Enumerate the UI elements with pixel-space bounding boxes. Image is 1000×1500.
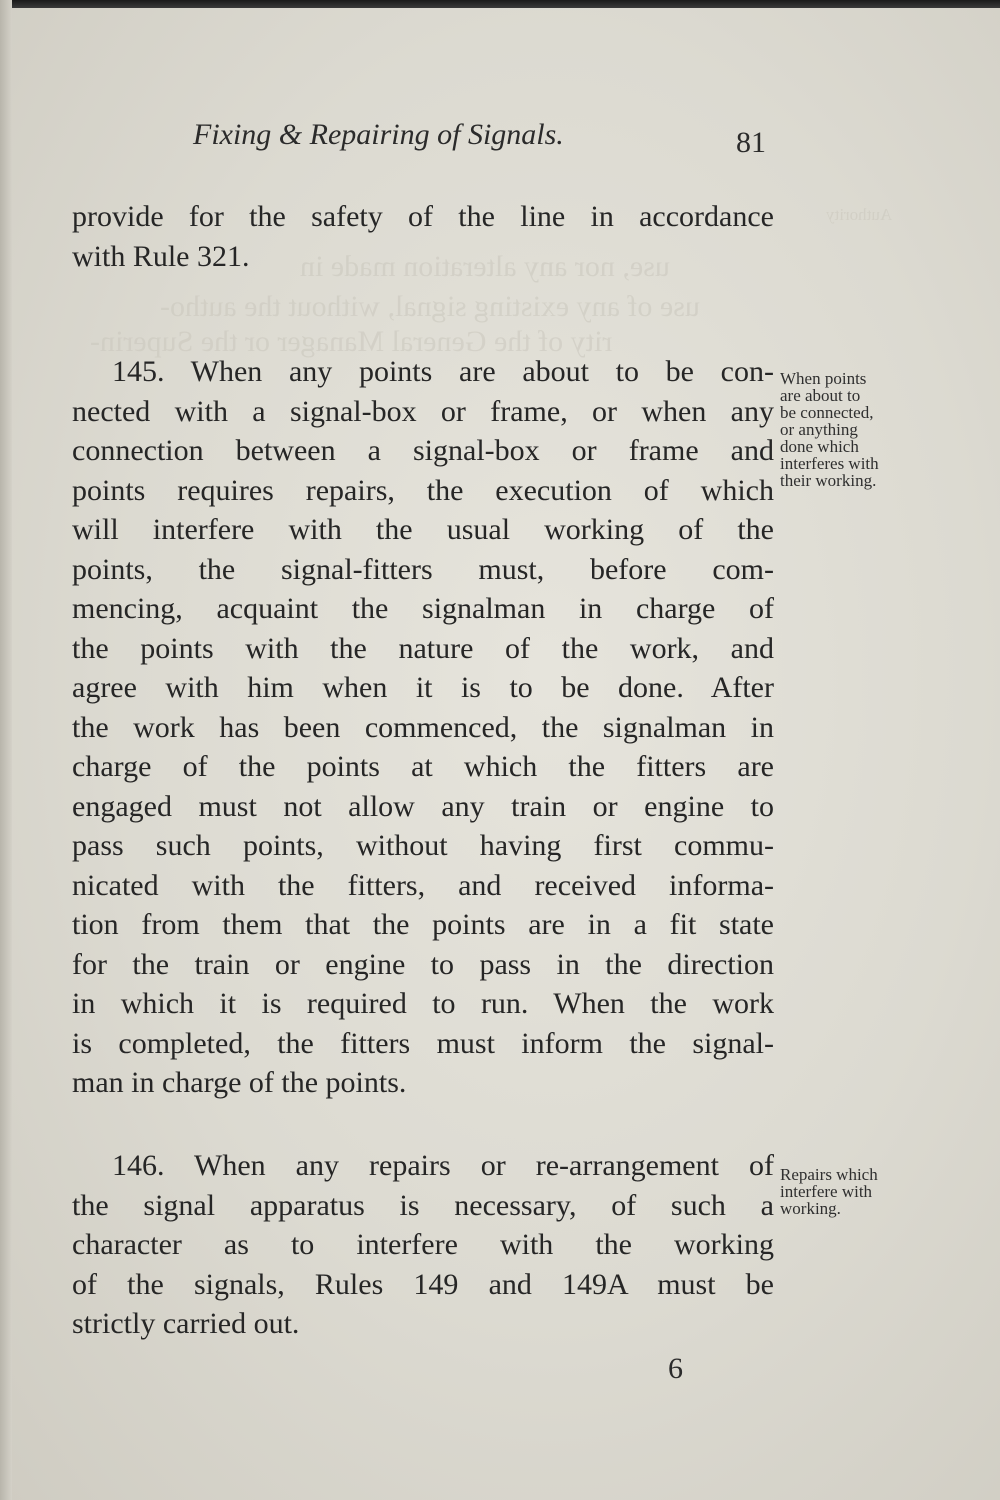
marginal-note-line: interferes with	[780, 454, 879, 473]
marginal-note-line: working.	[780, 1199, 841, 1218]
marginal-note-line: or anything	[780, 420, 858, 439]
text-line: pass such points, without having first commu-	[72, 829, 774, 862]
bleed-through-text: use, nor any alteration made in	[300, 250, 670, 283]
running-head: Fixing & Repairing of Signals.	[193, 118, 564, 151]
rule-145-paragraph	[72, 352, 774, 1103]
text-line: of the signals, Rules 149 and 149A must be	[72, 1267, 774, 1301]
marginal-note-line: done which	[780, 437, 859, 456]
bleed-through-text: rity of the General Manager or the Superin-	[90, 325, 613, 358]
text-line: 145. When any points are about to be con-	[112, 355, 774, 388]
text-line: 146. When any repairs or re-arrangement of	[112, 1149, 774, 1182]
rule-146-paragraph	[72, 1146, 774, 1344]
bleed-through-text: Authority	[826, 205, 893, 224]
text-line: charge of the points at which the fitters are	[72, 750, 774, 783]
text-line: for the train or engine to pass in the direction	[72, 947, 774, 981]
marginal-note-line: When points	[780, 369, 867, 388]
continuation-paragraph	[72, 197, 774, 276]
text-line: agree with him when it is to be done. After	[72, 671, 774, 704]
bleed-through-text: use of any existing signal, without the autho-	[160, 290, 700, 323]
text-line: will interfere with the usual working of the	[72, 513, 774, 546]
page-number: 81	[736, 126, 766, 159]
text-line: character as to interfere with the working	[72, 1228, 774, 1261]
text-line: connection between a signal-box or frame and	[72, 434, 774, 467]
marginal-note-line: Repairs which	[780, 1165, 878, 1184]
text-line: the points with the nature of the work, and	[72, 631, 774, 665]
marginal-note-line: their working.	[780, 471, 877, 490]
text-line: provide for the safety of the line in accordance	[72, 200, 774, 233]
text-line: strictly carried out.	[72, 1307, 300, 1340]
text-line: tion from them that the points are in a fit state	[72, 908, 774, 941]
text-line: man in charge of the points.	[72, 1066, 407, 1099]
page-gutter	[0, 0, 12, 1500]
text-line: nicated with the fitters, and received informa-	[72, 868, 774, 902]
text-line: engaged must not allow any train or engine to	[72, 789, 774, 823]
marginal-note-line: interfere with	[780, 1182, 873, 1201]
marginal-note-line: be connected,	[780, 403, 874, 422]
text-line: points, the signal-fitters must, before com-	[72, 552, 774, 586]
text-line: mencing, acquaint the signalman in charge of	[72, 592, 774, 625]
page-top-edge	[0, 0, 1000, 8]
text-line: is completed, the fitters must inform the signal-	[72, 1026, 774, 1060]
marginal-note-146	[780, 1166, 945, 1217]
text-line: the signal apparatus is necessary, of such a	[72, 1188, 774, 1222]
text-line: with Rule 321.	[72, 239, 250, 273]
signature-mark: 6	[668, 1352, 683, 1385]
text-line: nected with a signal-box or frame, or when any	[72, 394, 774, 428]
text-line: points requires repairs, the execution of which	[72, 473, 774, 507]
text-line: the work has been commenced, the signalman in	[72, 710, 774, 744]
marginal-note-line: are about to	[780, 386, 861, 405]
marginal-note-145	[780, 370, 945, 489]
text-line: in which it is required to run. When the work	[72, 987, 774, 1020]
